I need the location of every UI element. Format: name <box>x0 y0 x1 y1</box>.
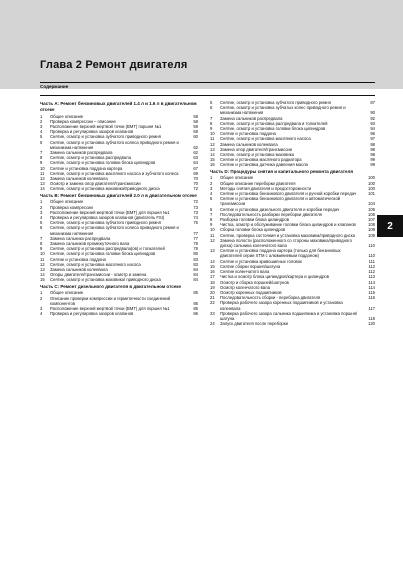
toc-entry-title: Разборка головки блока цилиндров <box>220 217 289 223</box>
toc-entry-number: 18 <box>210 279 215 285</box>
toc-entry-title: Снятие и установка поддона картера <box>50 165 123 171</box>
toc-entry-number: 10 <box>210 131 215 137</box>
toc-column-left <box>40 100 198 317</box>
toc-entry-number: 11 <box>210 232 215 238</box>
toc-entry-number: 3 <box>40 124 43 129</box>
toc-section-heading: Часть D: Процедуры снятия и капитального ремонта двигателя <box>210 168 353 174</box>
toc-entry <box>210 300 375 310</box>
toc-entry-page: 104 <box>368 201 375 207</box>
toc-entry-number: 12 <box>210 141 215 147</box>
toc-entry-number: 4 <box>40 129 43 135</box>
toc-entry-page: 72 <box>193 199 198 205</box>
toc-entry-number: 14 <box>210 258 215 264</box>
toc-entry-title: Снятие, осмотр и установка зубчатого приводного ремня <box>220 100 331 105</box>
toc-entry-title: Общие описание переборки двигателя <box>220 180 296 186</box>
toc-entry-title: Проверка компрессии – описание <box>50 118 116 124</box>
toc-entry-number: 9 <box>40 246 43 252</box>
toc-entry-number: 9 <box>210 222 213 228</box>
toc-entry-page: 97 <box>370 136 375 142</box>
toc-entry-page: 110 <box>368 243 375 249</box>
toc-entry-title: Общее описание <box>220 175 254 181</box>
toc-entry-page: 117 <box>368 305 375 311</box>
toc-entry-page: 99 <box>370 162 375 168</box>
toc-entry-title: Снятие коленчатого вала <box>220 269 270 275</box>
toc-entry-number: 7 <box>210 115 213 121</box>
toc-entry-title: Снятие и установка бензинового двигателя и автоматической трансмиссии <box>220 196 341 207</box>
toc-entry-number: 1 <box>210 175 213 181</box>
toc-entry-number: 11 <box>40 256 45 262</box>
chapter-header <box>0 0 403 89</box>
toc-entry-number: 7 <box>210 211 213 217</box>
toc-entry-title: Снятие, осмотр и установка масляного насоса <box>50 261 141 267</box>
toc-entry-title: Снятие, осмотр и установка маховика <box>220 152 294 158</box>
toc-entry-page: 112 <box>368 263 375 269</box>
toc-entry-number: 22 <box>210 300 215 306</box>
toc-entry-title: Снятие, осмотр и установка маховика/ приводного диска <box>50 277 161 283</box>
toc-entry-page: 59 <box>193 124 198 129</box>
toc-entry-page: 70 <box>193 181 198 187</box>
toc-entry-title: Снятие, осмотр и установка головки блока цилиндров <box>50 160 156 166</box>
toc-entry-number: 13 <box>210 146 215 152</box>
chapter-title: Глава 2 Ремонт двигателя <box>40 59 188 71</box>
toc-entry-title: Опоры двигателя/трансмиссии - осмотр и замена <box>50 272 147 278</box>
toc-entry <box>40 140 198 150</box>
toc-entry-page: 93 <box>370 120 375 126</box>
toc-entry-title: Снятие, осмотр и установка распредвала(ов) и толкателей <box>50 246 165 252</box>
toc-entry-page: 92 <box>370 115 375 121</box>
toc-section-heading: Часть А: Ремонт бензиновых двигателей 1.4 л и 1.6 л в двигательном отсеке <box>40 101 197 112</box>
toc-entry-page: 87 <box>370 100 375 105</box>
toc-entry-number: 14 <box>40 186 45 192</box>
toc-entry-number: 2 <box>40 118 43 124</box>
toc-entry-title: Замена сальников распредвала <box>50 150 113 156</box>
toc-entry-page: 115 <box>368 289 375 295</box>
toc-entry-title: Снятие, осмотр и установка головки блока цилиндров <box>50 251 156 257</box>
toc-entry-title: Замена сальников распредвала <box>220 115 283 121</box>
toc-entry-page: 100 <box>368 185 375 191</box>
chapter-tab: 2 <box>377 215 403 237</box>
toc-entry <box>40 225 198 235</box>
toc-entry-page: 116 <box>368 295 375 301</box>
toc-entry-number: 9 <box>40 160 43 166</box>
toc-entry-number: 6 <box>40 139 43 145</box>
toc-entry-number: 21 <box>210 295 215 301</box>
toc-entry-title: Снятие и установка бензинового двигателя и ручной коробки передач <box>220 191 357 197</box>
toc-entry-title: Расположение верхней мертвой точки (ВМТ) поршня №1 <box>50 124 162 129</box>
toc-entry-title: Расположение верхней мертвой точки (ВМТ) для поршня №1 <box>50 306 170 312</box>
toc-entry-page: 58 <box>193 118 198 124</box>
toc-entry-page: 67 <box>193 165 198 171</box>
toc-entry-page: 99 <box>370 157 375 163</box>
toc-entry-number: 4 <box>40 215 43 221</box>
toc-entry-page: 85 <box>193 300 198 306</box>
toc-entry-title: Методы снятия двигателя и предосторожности <box>220 185 312 191</box>
toc-entry-page: 94 <box>370 126 375 132</box>
toc-entry-number: 12 <box>40 176 45 182</box>
toc-entry-number: 10 <box>40 165 45 171</box>
toc-entry-number: 2 <box>40 295 43 301</box>
toc-entry-title: Описание проверки компрессии и герметичности соединений компонентов <box>50 295 170 306</box>
toc-entry-number: 23 <box>210 310 215 316</box>
toc-entry-page: 100 <box>368 180 375 186</box>
toc-entry-title: Снятие, проверка состояния и установка маховика/приводного диска <box>220 232 355 238</box>
toc-entry-title: Снятие, осмотр и установка зубчатого приводного ремня <box>50 134 161 140</box>
toc-entry-page: 98 <box>370 146 375 152</box>
toc-entry-number: 5 <box>40 220 43 226</box>
toc-entry-page: 105 <box>368 206 375 212</box>
toc-entry-page: 98 <box>370 152 375 158</box>
toc-entry-number: 11 <box>210 136 215 142</box>
toc-entry-page: 114 <box>368 284 375 290</box>
toc-entry-page: 84 <box>193 272 198 278</box>
toc-entry-title: Расположение верхней мертвой точки (ВМТ) для поршня №1 <box>50 209 170 215</box>
toc-entry-page: 101 <box>368 191 375 197</box>
toc-entry-title: Снятие, осмотр и установка головки блока цилиндров <box>220 126 326 132</box>
toc-entry-number: 7 <box>40 150 43 156</box>
toc-entry-title: Замена сальников коленвала <box>220 141 278 147</box>
toc-entry-page: 84 <box>193 277 198 283</box>
toc-entry-number: 15 <box>210 263 215 269</box>
toc-entry-page: 72 <box>193 186 198 192</box>
toc-entry-number: 6 <box>210 105 213 111</box>
toc-entry-page: 114 <box>368 279 375 285</box>
toc-entry-page: 86 <box>193 311 198 317</box>
toc-entry-number: 20 <box>210 289 215 295</box>
toc-entry <box>210 238 375 248</box>
toc-entry-number: 2 <box>210 180 213 186</box>
toc-entry-title: Замена сальника распредвала <box>50 235 111 241</box>
toc-entry-number: 15 <box>40 277 45 283</box>
toc-entry-number: 6 <box>40 225 43 231</box>
toc-entry-page: 109 <box>368 232 375 238</box>
toc-entry-number: 16 <box>210 162 215 168</box>
toc-entry-title: Снятие, осмотр и установка распредвала <box>50 155 131 161</box>
toc-entry-number: 8 <box>210 217 213 223</box>
toc-entry-number: 19 <box>210 284 215 290</box>
toc-entry-page: 78 <box>193 241 198 247</box>
toc-entry-page: 62 <box>193 144 198 150</box>
toc-entry-page: 113 <box>368 274 375 280</box>
toc-entry-title: Общее описание <box>50 113 84 119</box>
toc-entry-title: Снятие, осмотр и установка зубчатого колеса приводного ремня и механизма натяжения <box>50 225 179 236</box>
toc-entry-number: 16 <box>210 269 215 275</box>
toc-entry-page: 59 <box>193 129 198 135</box>
toc-entry-title: Проверка рабочего зазора коренных подшипников и установка коленвала <box>220 300 343 311</box>
toc-entry-number: 12 <box>40 261 45 267</box>
toc-entry-number: 8 <box>40 241 43 247</box>
toc-entry-title: Проверка и регулировка зазоров клапанов (двигатель FSI) <box>50 215 165 221</box>
toc-entry-page: 62 <box>193 150 198 156</box>
toc-entry-number: 8 <box>40 155 43 161</box>
toc-entry-page: 73 <box>193 209 198 215</box>
toc-entry-page: 75 <box>193 220 198 226</box>
toc-entry-title: Замена полости (расположенного со стороны маховика/приводного диска) сальника коленчатого вала <box>220 237 352 249</box>
toc-entry-number: 6 <box>210 206 213 212</box>
toc-entry-number: 3 <box>40 306 43 312</box>
toc-entry-number: 5 <box>210 196 213 202</box>
toc-entry-page: 111 <box>368 258 375 264</box>
toc-entry-page: 107 <box>368 217 375 223</box>
toc-entry <box>210 311 375 321</box>
toc-column-right <box>210 100 375 326</box>
toc-entry-title: Снятие, осмотр и установка масляного насоса и зубчатого колеса <box>50 170 179 176</box>
toc-entry-title: Снятие и установка кривошипных головок <box>220 258 302 264</box>
toc-entry-number: 3 <box>210 185 213 191</box>
toc-entry-page: 69 <box>193 170 198 176</box>
toc-entry-title: Чистка и осмотр блока цилиндров/картера и цилиндров <box>220 274 329 280</box>
toc-entry-page: 60 <box>193 134 198 140</box>
toc-entry-number: 5 <box>40 134 43 140</box>
header-rule <box>40 82 375 83</box>
toc-entry-page: 80 <box>193 251 198 257</box>
toc-entry-page: 109 <box>368 227 375 233</box>
toc-entry <box>210 321 375 326</box>
toc-entry-number: 4 <box>40 311 43 317</box>
toc-entry-number: 5 <box>210 100 213 105</box>
toc-entry-title: Снятие и установка поддона картера (только для бензиновых двигателей серии ХТМ с алюминиевым поддоном) <box>220 248 341 259</box>
toc-entry-page: 98 <box>370 141 375 147</box>
toc-entry-title: Чистка, осмотр и обслуживание головки блока цилиндров и клапанов <box>220 222 356 228</box>
toc-entry-title: Снятие и установка поддона <box>50 256 106 262</box>
toc-entry-number: 1 <box>40 113 43 119</box>
toc-entry-title: Замена сальников промежуточного вала <box>50 241 130 247</box>
toc-entry-title: Проверка рабочего зазора сальника подшипника и установка поршня/шатуна <box>220 310 358 321</box>
toc-section-heading: Часть В: Ремонт бензиновых двигателей 2.0 л в двигательном отсеке <box>40 192 197 198</box>
toc-entry <box>40 311 198 316</box>
toc-entry-title: Снятие, осмотр и установка зубчатого приводного ремня <box>50 220 161 226</box>
toc-entry-page: 70 <box>193 176 198 182</box>
toc-entry-title: Снятие и установка масляного радиатора <box>220 157 302 163</box>
toc-entry <box>40 277 198 282</box>
toc-entry-title: Снятие и установка дизельного двигателя и коробки передач <box>220 206 340 212</box>
toc-entry <box>40 186 198 191</box>
toc-entry-page: 100 <box>368 175 375 181</box>
toc-entry-number: 7 <box>40 235 43 241</box>
toc-entry-title: Запуск двигателя после переборки <box>220 321 288 327</box>
toc-entry-number: 12 <box>210 237 215 243</box>
toc-entry-page: 64 <box>193 160 198 166</box>
toc-entry-page: 106 <box>368 211 375 217</box>
toc-entry-page: 120 <box>368 321 375 327</box>
toc-entry-title: Общее описание <box>50 199 84 205</box>
toc-entry-title: Снятие и установка поддона <box>220 131 276 137</box>
toc-entry-page: 90 <box>370 110 375 116</box>
toc-entry-page: 83 <box>193 256 198 262</box>
toc-entry-title: Проверка компрессии <box>50 204 93 210</box>
toc-entry-title: Общее описание <box>50 290 84 296</box>
toc-entry-title: Замена сальников коленвала <box>50 267 108 273</box>
toc-entry-number: 13 <box>210 248 215 254</box>
toc-entry-number: 10 <box>210 227 215 233</box>
toc-section-heading: Часть С: Ремонт дизельного двигателя в двигательном отсеке <box>40 283 181 289</box>
toc-entry-title: Замена сальников коленвала <box>50 176 108 182</box>
toc-entry-number: 9 <box>210 126 213 132</box>
toc-entry-page: 84 <box>193 267 198 273</box>
toc-entry-title: Замена опор двигателя/трансмиссии <box>220 146 292 152</box>
toc-entry-title: Снятие и установка датчика давления масла <box>220 162 308 168</box>
toc-entry-page: 86 <box>193 306 198 312</box>
toc-entry <box>210 105 375 115</box>
toc-entry-page: 58 <box>193 113 198 119</box>
toc-entry-number: 2 <box>40 204 43 210</box>
toc-entry-page: 96 <box>370 131 375 137</box>
toc-entry-number: 10 <box>40 251 45 257</box>
toc-entry-title: Осмотр коленчатого вала <box>220 284 270 290</box>
toc-entry-page: 108 <box>368 222 375 228</box>
toc-entry <box>210 162 375 167</box>
toc-entry-number: 11 <box>40 170 45 176</box>
toc-entry-number: 17 <box>210 274 215 280</box>
toc-entry-page: 74 <box>193 215 198 221</box>
contents-rule <box>40 95 375 96</box>
toc-entry-page: 118 <box>368 315 375 321</box>
toc-entry-page: 77 <box>193 230 198 236</box>
toc-entry-number: 1 <box>40 199 43 205</box>
toc-entry-number: 14 <box>210 152 215 158</box>
toc-entry-page: 85 <box>193 290 198 296</box>
toc-entry-title: Осмотр и замена опор двигателя/трансмиссии <box>50 181 141 187</box>
toc-entry-page: 110 <box>368 253 375 259</box>
toc-entry-number: 15 <box>210 157 215 163</box>
toc-entry-title: Проверка и регулировка зазоров клапанов <box>50 129 134 135</box>
toc-entry-title: Снятие, осмотр и установка зубчатых колес приводного ремня и механизма натяжения <box>220 105 346 116</box>
toc-entry-page: 63 <box>193 155 198 161</box>
toc-entry-number: 4 <box>210 191 213 197</box>
toc-entry-title: Последовательность сборки - переборка двигателя <box>220 295 321 301</box>
toc-entry-page: 73 <box>193 204 198 210</box>
toc-entry <box>40 296 198 306</box>
toc-entry-number: 13 <box>40 267 45 273</box>
toc-entry-title: Снятие, осмотр и установка распредвала и толкателей <box>220 120 328 126</box>
toc-entry-page: 83 <box>193 261 198 267</box>
toc-entry-title: Последовательность разборки переборки двигателя <box>220 211 322 217</box>
toc-entry-number: 13 <box>40 181 45 187</box>
toc-entry-number: 14 <box>40 272 45 278</box>
toc-entry-page: 77 <box>193 235 198 241</box>
toc-entry-title: Снятие сборки поршня/шатуна <box>220 263 281 269</box>
toc-entry-number: 8 <box>210 120 213 126</box>
toc-entry-title: Осмотр и сборка поршней/шатунов <box>220 279 289 285</box>
toc-entry-title: Проверка и регулировка зазоров клапанов <box>50 311 134 317</box>
toc-entry-title: Снятие, осмотр и установка масляного насоса <box>220 136 311 142</box>
toc-entry-page: 112 <box>368 269 375 275</box>
toc-entry-title: Осмотр коренных подшипников <box>220 289 282 295</box>
toc-entry-number: 3 <box>40 209 43 215</box>
toc-entry-title: Сборка головки блока цилиндров <box>220 227 286 233</box>
toc-entry-number: 1 <box>40 290 43 296</box>
contents-heading: Содержание <box>40 84 69 89</box>
toc-entry-page: 78 <box>193 246 198 252</box>
toc-entry-number: 24 <box>210 321 215 327</box>
toc-entry <box>210 196 375 206</box>
toc-entry-title: Снятие, осмотр и установка маховика/приводного диска <box>50 186 160 192</box>
toc-entry-title: Снятие, осмотр и установка зубчатого колеса приводного ремня и механизма натяжения <box>50 139 179 150</box>
toc-entry <box>210 248 375 258</box>
